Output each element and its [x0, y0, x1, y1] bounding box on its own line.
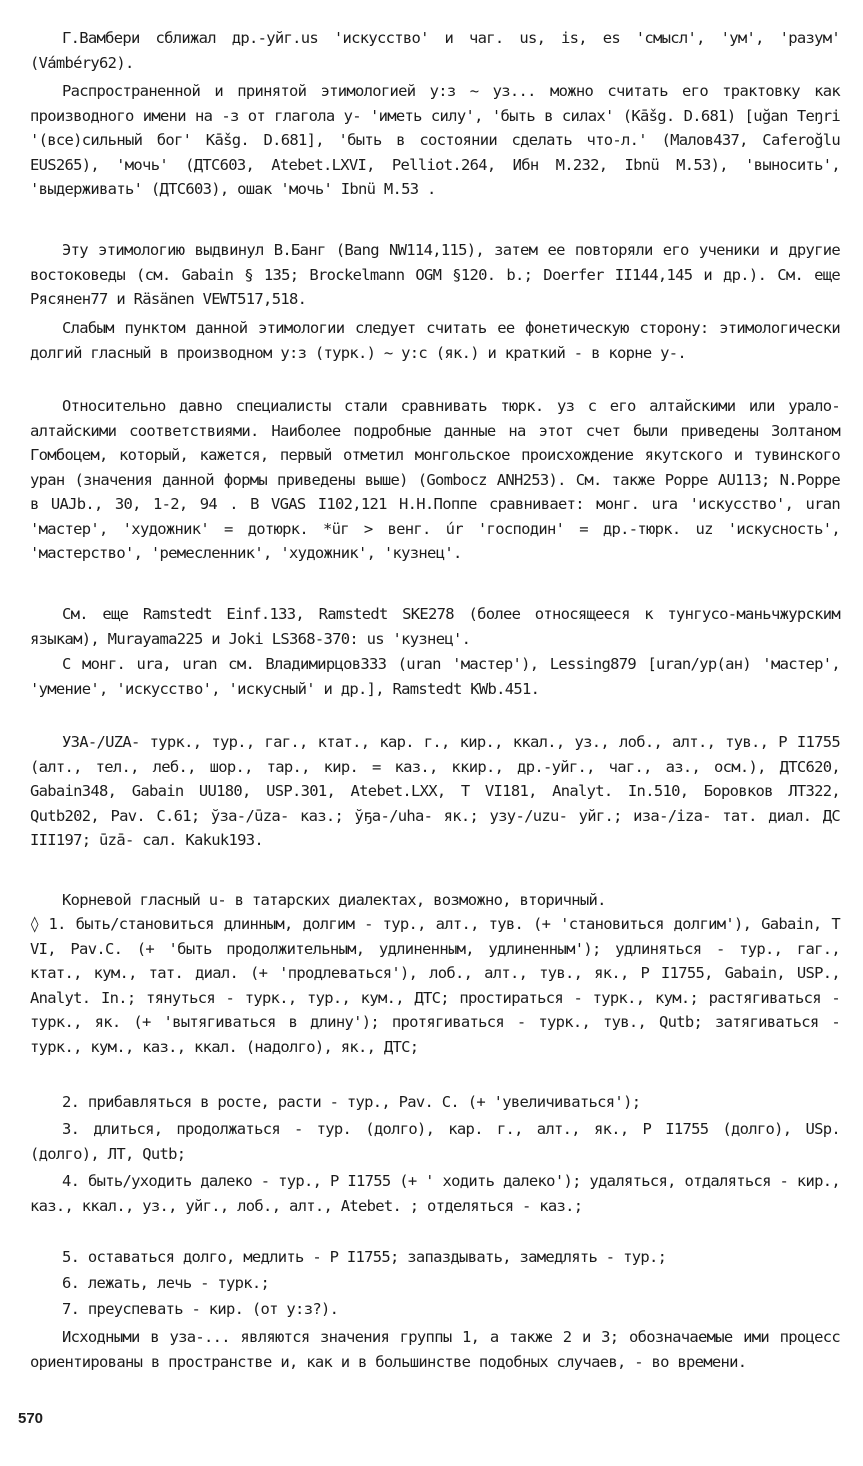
paragraph-comparison: Относительно давно специалисты стали сравнивать тюрк. уз с его алтайскими или урало-алтайскими соответствиями. Наиболее подробные данные на этот счет были приведены Золтаном Гомбоцем, который, кажется, первый отметил монгольское происхождение якутского и тувинского уран (значения данной формы приведены выше) (Gombocz ANH253). См. также Poppe AU113; N.Poppe в UAJb., 30, 1-2, 94 . В VGAS I102,121 Н.Н.Поппе сравнивает: монг. ura 'искусство', uran 'мастер', 'художник' = дотюрк. *üг > венг. úr 'господин' = др.-тюрк. uz 'искусность', 'мастерство', 'ремесленник', 'художник', 'кузнец'. [30, 397, 840, 562]
paragraph-ramstedt: См. еще Ramstedt Einf.133, Ramstedt SKE278 (более относящееся к тунгусо-маньчжурским языкам), Murayama225 и Joki LS368-370: us 'кузнец'. [30, 605, 840, 648]
paragraph-mongolian: С монг. ura, uran см. Владимирцов333 (uran 'мастер'), Lessing879 [uran/ур(ан) 'мастер', 'умение', 'искусство', 'искусный' и др.], Ramstedt KWb.451. [30, 655, 840, 698]
paragraph-root-vowel: Корневой гласный u- в татарских диалектах, возможно, вторичный. [62, 891, 606, 909]
meaning-6: 6. лежать, лечь - турк.; [62, 1274, 270, 1292]
meaning-5: 5. оставаться долго, медлить - Р I1755; запаздывать, замедлять - тур.; [62, 1248, 667, 1266]
meaning-2: 2. прибавляться в росте, расти - тур., Pav. C. (+ 'увеличиваться'); [62, 1093, 641, 1111]
meaning-1: ◊ 1. быть/становиться длинным, долгим - тур., алт., тув. (+ 'становиться долгим'), Gabain, T VI, Pav.C. (+ 'быть продолжительным, удлиненным, удлиненным'); удлиняться - тур., гаг., ктат., кум., тат. диал. (+ 'продлеваться'), лоб., алт., тув., як., Р I1755, Gabain, USP., Analyt. In.; тянуться - турк., тур., кум., ДТС; простираться - турк., кум.; растягиваться - турк., як. (+ 'вытягиваться в длину'); протягиваться - турк., тув., Qutb; затягиваться - турк., кум., каз., ккал. (надолго), як., ДТС; [30, 915, 840, 1056]
paragraph-etymology: Распространенной и принятой этимологией у:з ~ уз... можно считать его трактовку как производного имени на -з от глагола у- 'иметь силу', 'быть в силах' (Kāšg. D.681) [uğan Teŋri '(все)сильный бог' Kāšg. D.681], 'быть в состоянии сделать что-л.' (Малов437, Caferoğlu EUS265), 'мочь' (ДТС603, Atebet.LXVI, Pelliot.264, Ибн М.232, Ibnü M.53), 'выносить', 'выдерживать' (ДТС603), ошак 'мочь' Ibnü M.53 . [30, 82, 840, 198]
page-number: 570 [18, 1410, 44, 1427]
entry-header: УЗА-/UZA- турк., тур., гаг., ктат., кар. г., кир., ккал., уз., лоб., алт., тув., Р I1755 (алт., тел., леб., шор., тар., кир. = каз., ккир., др.-уйг., чаг., аз., осм.), ДТС620, Gabain348, Gabain UU180, USP.301, Atebet.LXX, T VI181, Analyt. In.510, Боровков ЛТ322, Qutb202, Pav. C.61; ўза-/ūza- каз.; ўҕа-/uha- як.; узу-/uzu- уйг.; иза-/iza- тат. диал. ДС III197; ūzā- сал. Kakuk193. [30, 733, 840, 849]
meaning-4: 4. быть/уходить далеко - тур., Р I1755 (+ ' ходить далеко'); удаляться, отдаляться - кир., каз., ккал., уз., уйг., лоб., алт., Atebet. ; отделяться - каз.; [30, 1172, 840, 1215]
paragraph-weak-point: Слабым пунктом данной этимологии следует считать ее фонетическую сторону: этимологически долгий гласный в производном у:з (турк.) ~ у:с (як.) и краткий - в корне у-. [30, 319, 840, 362]
paragraph-vambery: Г.Вамбери сближал др.-уйг.us 'искусство' и чаг. us, is, es 'смысл', 'ум', 'разум' (Vámbéry62). [30, 29, 840, 72]
meaning-7: 7. преуспевать - кир. (от у:з?). [62, 1300, 339, 1318]
meaning-3: 3. длиться, продолжаться - тур. (долго), кар. г., алт., як., Р I1755 (долго), USp. (долго), ЛТ, Qutb; [30, 1120, 840, 1163]
paragraph-conclusion: Исходными в уза-... являются значения группы 1, а также 2 и 3; обозначаемые ими процесс ориентированы в пространстве и, как и в большинстве подобных случаев, - во времени. [30, 1328, 840, 1371]
paragraph-bang: Эту этимологию выдвинул В.Банг (Bang NW114,115), затем ее повторяли его ученики и другие востоковеды (см. Gabain § 135; Brockelmann OGM §120. b.; Doerfer II144,145 и др.). См. еще Рясянен77 и Räsänen VEWT517,518. [30, 241, 840, 308]
